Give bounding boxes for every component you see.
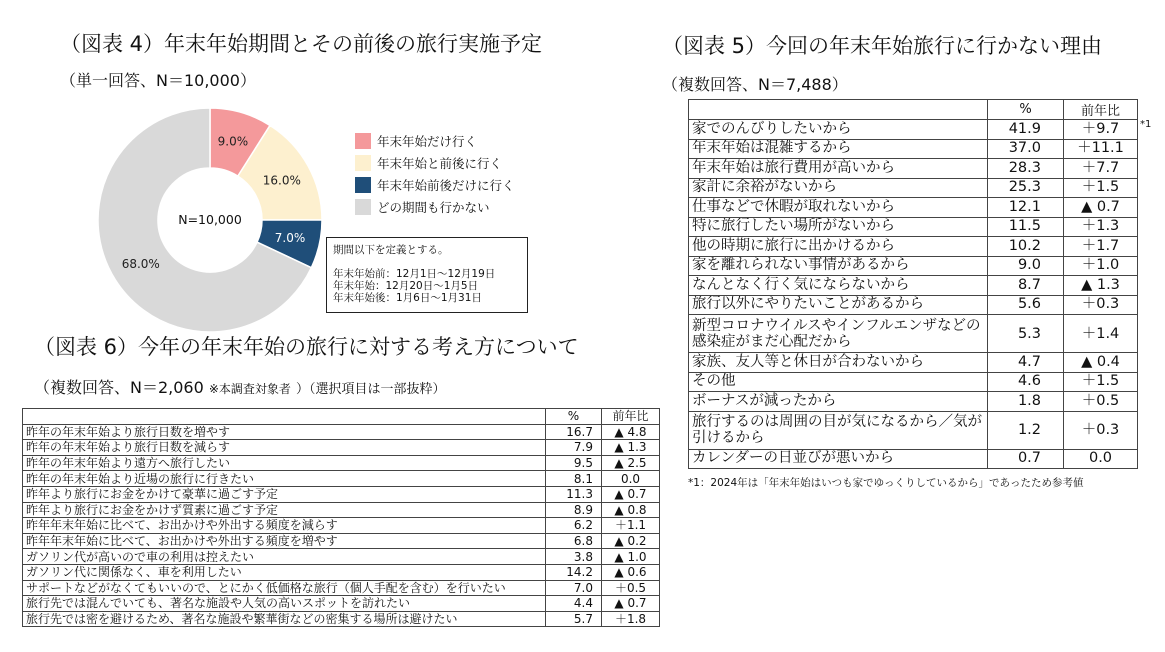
row-pct: 28.3 bbox=[988, 159, 1064, 179]
row-pct: 7.0 bbox=[546, 580, 602, 596]
row-label: 年末年始は混雑するから bbox=[689, 139, 988, 159]
table-row bbox=[23, 533, 660, 549]
row-label: 仕事などで休暇が取れないから bbox=[689, 198, 988, 218]
table-row bbox=[689, 295, 1138, 315]
header-pct: % bbox=[546, 409, 602, 425]
row-pct: 12.1 bbox=[988, 198, 1064, 218]
row-label: 昨年の年末年始より遠方へ旅行したい bbox=[23, 455, 546, 471]
row-label: 旅行以外にやりたいことがあるから bbox=[689, 295, 988, 315]
row-change: ＋1.1 bbox=[602, 518, 660, 534]
table-row bbox=[689, 392, 1138, 412]
row-pct: 7.9 bbox=[546, 440, 602, 456]
row-change: ▲ 0.7 bbox=[1064, 198, 1138, 218]
pie-slice-label: 7.0% bbox=[274, 230, 306, 245]
pie-slice-label: 16.0% bbox=[262, 173, 301, 188]
table-row bbox=[23, 440, 660, 456]
row-label: その他 bbox=[689, 372, 988, 392]
row-change: ＋0.5 bbox=[1064, 392, 1138, 412]
definition-box bbox=[326, 237, 528, 313]
row-label: カレンダーの日並びが悪いから bbox=[689, 449, 988, 469]
definition-heading: 期間以下を定義とする。 bbox=[333, 244, 449, 256]
table-row bbox=[689, 411, 1138, 449]
row-change: ▲ 0.4 bbox=[1064, 353, 1138, 373]
fig4-subtitle: （単一回答、N＝10,000） bbox=[60, 71, 256, 90]
fig4-title: （図表 4）年末年始期間とその前後の旅行実施予定 bbox=[60, 32, 543, 56]
row-label: 年末年始は旅行費用が高いから bbox=[689, 159, 988, 179]
legend-item bbox=[355, 152, 515, 174]
legend-label: 年末年始だけ行く bbox=[377, 134, 478, 149]
pie-legend bbox=[355, 130, 515, 218]
row-change: ▲ 1.0 bbox=[602, 549, 660, 565]
table-row bbox=[689, 178, 1138, 198]
row-pct: 5.6 bbox=[988, 295, 1064, 315]
donut-center-label: N=10,000 bbox=[178, 212, 242, 227]
legend-swatch bbox=[355, 177, 371, 193]
row-change: ＋11.1 bbox=[1064, 139, 1138, 159]
definition-line: 年末年始前：12月1日～12月19日 bbox=[333, 268, 496, 280]
table-row bbox=[23, 502, 660, 518]
row-label: 昨年年末年始に比べて、お出かけや外出する頻度を減らす bbox=[23, 518, 546, 534]
row-label: 旅行先では混んでいても、著名な施設や人気の高いスポットを訪れたい bbox=[23, 596, 546, 612]
table-header-row bbox=[689, 100, 1138, 120]
row-pct: 9.0 bbox=[988, 256, 1064, 276]
table-row bbox=[689, 120, 1138, 140]
row-label: 家でのんびりしたいから bbox=[689, 120, 988, 140]
table-row bbox=[23, 580, 660, 596]
row-pct: 14.2 bbox=[546, 564, 602, 580]
row-pct: 6.8 bbox=[546, 533, 602, 549]
table-row bbox=[689, 372, 1138, 392]
row-label: 旅行するのは周囲の目が気になるから／気が引けるから bbox=[689, 411, 988, 449]
fig5-table bbox=[688, 99, 1138, 469]
row-change: ＋1.3 bbox=[1064, 217, 1138, 237]
fig6-subtitle-note: ※本調査対象者 bbox=[208, 382, 291, 396]
row-pct: 1.8 bbox=[988, 392, 1064, 412]
row-pct: 11.5 bbox=[988, 217, 1064, 237]
legend-item bbox=[355, 196, 515, 218]
row-label: 昨年の年末年始より旅行日数を減らす bbox=[23, 440, 546, 456]
row-pct: 41.9 bbox=[988, 120, 1064, 140]
row-label: ボーナスが減ったから bbox=[689, 392, 988, 412]
definition-line: 年末年始後：1月6日～1月31日 bbox=[333, 292, 482, 304]
table-row bbox=[689, 276, 1138, 296]
row-pct: 8.7 bbox=[988, 276, 1064, 296]
fig6-subtitle bbox=[34, 375, 446, 398]
row-pct: 8.9 bbox=[546, 502, 602, 518]
row-label: 昨年の年末年始より旅行日数を増やす bbox=[23, 424, 546, 440]
legend-label: 年末年始と前後に行く bbox=[377, 156, 503, 171]
row-change: ▲ 4.8 bbox=[602, 424, 660, 440]
fig6-subtitle-main: （複数回答、N＝2,060 bbox=[34, 378, 204, 397]
row-change: 0.0 bbox=[1064, 449, 1138, 469]
header-change: 前年比 bbox=[1064, 100, 1138, 120]
row-label: 特に旅行したい場所がないから bbox=[689, 217, 988, 237]
row-pct: 8.1 bbox=[546, 471, 602, 487]
row-change: ＋7.7 bbox=[1064, 159, 1138, 179]
row-pct: 11.3 bbox=[546, 486, 602, 502]
legend-label: どの期間も行かない bbox=[377, 200, 490, 215]
row-pct: 6.2 bbox=[546, 518, 602, 534]
row-pct: 4.6 bbox=[988, 372, 1064, 392]
row-label: 他の時期に旅行に出かけるから bbox=[689, 237, 988, 257]
row-pct: 3.8 bbox=[546, 549, 602, 565]
table-row bbox=[23, 518, 660, 534]
row-pct: 16.7 bbox=[546, 424, 602, 440]
row-label: 昨年の年末年始より近場の旅行に行きたい bbox=[23, 471, 546, 487]
table-row bbox=[23, 596, 660, 612]
row-pct: 4.7 bbox=[988, 353, 1064, 373]
row-change: ＋1.8 bbox=[602, 611, 660, 627]
table-row bbox=[689, 139, 1138, 159]
row-label: 家計に余裕がないから bbox=[689, 178, 988, 198]
row-label: 旅行先では密を避けるため、著名な施設や繁華街などの密集する場所は避けたい bbox=[23, 611, 546, 627]
definition-line: 年末年始：12月20日～1月5日 bbox=[333, 280, 479, 292]
row-label: サポートなどがなくてもいいので、とにかく低価格な旅行（個人手配を含む）を行いたい bbox=[23, 580, 546, 596]
header-change: 前年比 bbox=[602, 409, 660, 425]
row-label: 新型コロナウイルスやインフルエンザなどの感染症がまだ心配だから bbox=[689, 315, 988, 353]
table-row bbox=[689, 315, 1138, 353]
header-pct: % bbox=[988, 100, 1064, 120]
row-change: ＋1.4 bbox=[1064, 315, 1138, 353]
pie-slice-label: 68.0% bbox=[121, 256, 160, 271]
row-pct: 4.4 bbox=[546, 596, 602, 612]
row-label: 昨年年末年始に比べて、お出かけや外出する頻度を増やす bbox=[23, 533, 546, 549]
row-change: ＋1.5 bbox=[1064, 372, 1138, 392]
row-change: ▲ 0.7 bbox=[602, 596, 660, 612]
row-pct: 5.7 bbox=[546, 611, 602, 627]
table-row bbox=[689, 449, 1138, 469]
row-change: ＋0.5 bbox=[602, 580, 660, 596]
row-label: 昨年より旅行にお金をかけて豪華に過ごす予定 bbox=[23, 486, 546, 502]
row-change: ＋1.7 bbox=[1064, 237, 1138, 257]
row-change: ▲ 2.5 bbox=[602, 455, 660, 471]
row-label: 家を離れられない事情があるから bbox=[689, 256, 988, 276]
legend-swatch bbox=[355, 199, 371, 215]
table-row bbox=[23, 611, 660, 627]
table-row bbox=[23, 549, 660, 565]
row-pct: 1.2 bbox=[988, 411, 1064, 449]
fig6-title: （図表 6）今年の年末年始の旅行に対する考え方について bbox=[34, 335, 579, 359]
table-row bbox=[689, 256, 1138, 276]
header-blank bbox=[23, 409, 546, 425]
fig5-title: （図表 5）今回の年末年始旅行に行かない理由 bbox=[662, 34, 1103, 58]
row-label: ガソリン代に関係なく、車を利用したい bbox=[23, 564, 546, 580]
row-change: ▲ 0.8 bbox=[602, 502, 660, 518]
row-change: ＋1.5 bbox=[1064, 178, 1138, 198]
table-row bbox=[23, 486, 660, 502]
row-change: ＋1.0 bbox=[1064, 256, 1138, 276]
row-change: ▲ 1.3 bbox=[602, 440, 660, 456]
footnote: *1：2024年は「年末年始はいつも家でゆっくりしているから」であったため参考値 bbox=[688, 477, 1084, 489]
row-change: ▲ 0.2 bbox=[602, 533, 660, 549]
row-change: ▲ 0.6 bbox=[602, 564, 660, 580]
row-pct: 9.5 bbox=[546, 455, 602, 471]
footnote-mark: *1 bbox=[1140, 119, 1152, 130]
table-row bbox=[689, 198, 1138, 218]
table-row bbox=[23, 455, 660, 471]
table-row bbox=[23, 471, 660, 487]
pie-slice-label: 9.0% bbox=[217, 134, 249, 149]
row-change: ▲ 0.7 bbox=[602, 486, 660, 502]
row-pct: 10.2 bbox=[988, 237, 1064, 257]
fig6-subtitle-end: ）（選択項目は一部抜粋） bbox=[296, 382, 446, 397]
header-blank bbox=[689, 100, 988, 120]
table-row bbox=[689, 353, 1138, 373]
table-row bbox=[23, 424, 660, 440]
fig5-subtitle: （複数回答、N＝7,488） bbox=[662, 75, 848, 94]
legend-label: 年末年始前後だけに行く bbox=[377, 178, 515, 193]
legend-item bbox=[355, 174, 515, 196]
table-row bbox=[689, 159, 1138, 179]
row-pct: 37.0 bbox=[988, 139, 1064, 159]
row-change: 0.0 bbox=[602, 471, 660, 487]
legend-swatch bbox=[355, 133, 371, 149]
row-change: ＋9.7 bbox=[1064, 120, 1138, 140]
row-pct: 5.3 bbox=[988, 315, 1064, 353]
row-label: 昨年より旅行にお金をかけず質素に過ごす予定 bbox=[23, 502, 546, 518]
legend-item bbox=[355, 130, 515, 152]
row-label: なんとなく行く気にならないから bbox=[689, 276, 988, 296]
legend-swatch bbox=[355, 155, 371, 171]
table-row bbox=[23, 564, 660, 580]
row-change: ▲ 1.3 bbox=[1064, 276, 1138, 296]
table-row bbox=[689, 217, 1138, 237]
row-change: ＋0.3 bbox=[1064, 411, 1138, 449]
donut-chart bbox=[90, 100, 330, 340]
row-change: ＋0.3 bbox=[1064, 295, 1138, 315]
table-header-row bbox=[23, 409, 660, 425]
row-label: 家族、友人等と休日が合わないから bbox=[689, 353, 988, 373]
row-pct: 0.7 bbox=[988, 449, 1064, 469]
row-label: ガソリン代が高いので車の利用は控えたい bbox=[23, 549, 546, 565]
row-pct: 25.3 bbox=[988, 178, 1064, 198]
table-row bbox=[689, 237, 1138, 257]
fig6-table bbox=[22, 408, 660, 627]
